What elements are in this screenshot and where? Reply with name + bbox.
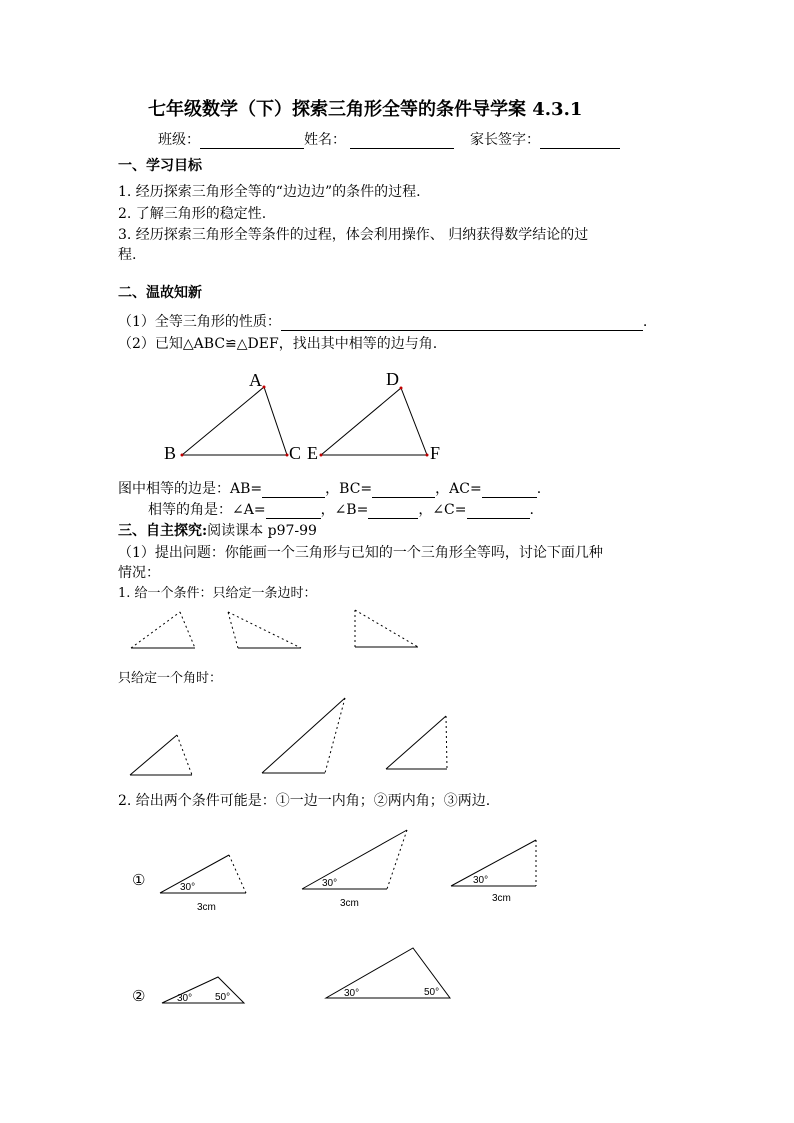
equal-sides-line — [118, 480, 541, 498]
review-q1-end: . — [642, 314, 648, 330]
section3-heading-line — [118, 522, 317, 540]
review-q1-text: （1）全等三角形的性质： — [118, 314, 281, 330]
angle-a-label: ∠A= — [232, 502, 266, 518]
class-label: 班级： — [158, 132, 200, 148]
angle-label-30-c: 30° — [473, 875, 489, 886]
angle-b-label: ，∠B= — [320, 502, 369, 518]
triangle-abc — [182, 387, 287, 455]
explore-q1-line2: 情况： — [118, 565, 160, 581]
goal-item-1: 1. 经历探索三角形全等的“边边边”的条件的过程. — [118, 184, 421, 200]
parent-label: 家长签字： — [470, 132, 540, 148]
goal-item-2: 2. 了解三角形的稳定性. — [118, 206, 267, 222]
page-title: 七年级数学（下）探索三角形全等的条件导学案 4.3.1 — [148, 99, 583, 120]
length-label-3cm-c: 3cm — [492, 893, 511, 904]
equal-angles-end: . — [529, 502, 534, 518]
goal-item-3-line1: 3. 经历探索三角形全等条件的过程，体会利用操作、 归纳获得数学结论的过 — [118, 227, 589, 243]
bc-blank[interactable] — [372, 483, 435, 498]
length-label-3cm-b: 3cm — [340, 898, 359, 909]
angle-label-50-e: 50° — [424, 987, 440, 998]
label-e: E — [307, 443, 318, 463]
ab-label: AB= — [230, 481, 263, 497]
equal-sides-prefix: 图中相等的边是： — [118, 481, 230, 497]
two-conditions-text: 2. 给出两个条件可能是：①一边一内角；②两内角；③两边. — [118, 793, 491, 809]
section3-heading: 三、自主探究: — [118, 523, 208, 539]
angle-c-label: ，∠C= — [418, 502, 467, 518]
equal-angles-line — [148, 501, 534, 519]
angle-label-50-d: 50° — [215, 992, 231, 1003]
angle-label-30-b: 30° — [322, 878, 338, 889]
two-angle-triangles — [162, 948, 450, 1003]
label-a: A — [249, 370, 262, 390]
label-c: C — [289, 443, 302, 463]
name-label: 姓名： — [304, 132, 346, 148]
one-side-triangles — [131, 610, 418, 648]
equal-sides-end: . — [536, 481, 542, 497]
triangle-def — [321, 388, 427, 455]
one-condition-text: 1. 给一个条件：只给定一条边时： — [118, 586, 317, 601]
length-label-3cm-a: 3cm — [197, 902, 216, 913]
goal-item-3-line2: 程. — [118, 247, 137, 263]
bc-label: ，BC= — [325, 481, 373, 497]
angle-b-blank[interactable] — [368, 504, 418, 519]
label-d: D — [386, 369, 399, 389]
ac-blank[interactable] — [482, 483, 537, 498]
section1-heading: 一、学习目标 — [118, 158, 202, 174]
angle-label-30-e: 30° — [344, 988, 360, 999]
ab-blank[interactable] — [262, 483, 325, 498]
review-q2: （2）已知△ABC≌△DEF，找出其中相等的边与角. — [118, 336, 438, 352]
angle-c-blank[interactable] — [467, 504, 530, 519]
section3-reading: 阅读课本 p97-99 — [207, 523, 317, 539]
angle-label-30-a: 30° — [180, 882, 196, 893]
marker-1: ① — [132, 871, 146, 889]
ac-label: ，AC= — [435, 481, 482, 497]
angle-a-blank[interactable] — [266, 504, 321, 519]
label-b: B — [164, 443, 177, 463]
label-f: F — [430, 443, 441, 463]
one-angle-triangles — [130, 698, 447, 775]
angle-label-30-d: 30° — [177, 993, 193, 1004]
marker-2: ② — [132, 987, 146, 1005]
explore-q1-line1: （1）提出问题：你能画一个三角形与已知的一个三角形全等吗，讨论下面几种 — [118, 545, 603, 561]
section2-heading: 二、温故知新 — [118, 285, 202, 301]
one-angle-text: 只给定一个角时： — [118, 671, 223, 686]
equal-angles-prefix: 相等的角是： — [148, 502, 232, 518]
